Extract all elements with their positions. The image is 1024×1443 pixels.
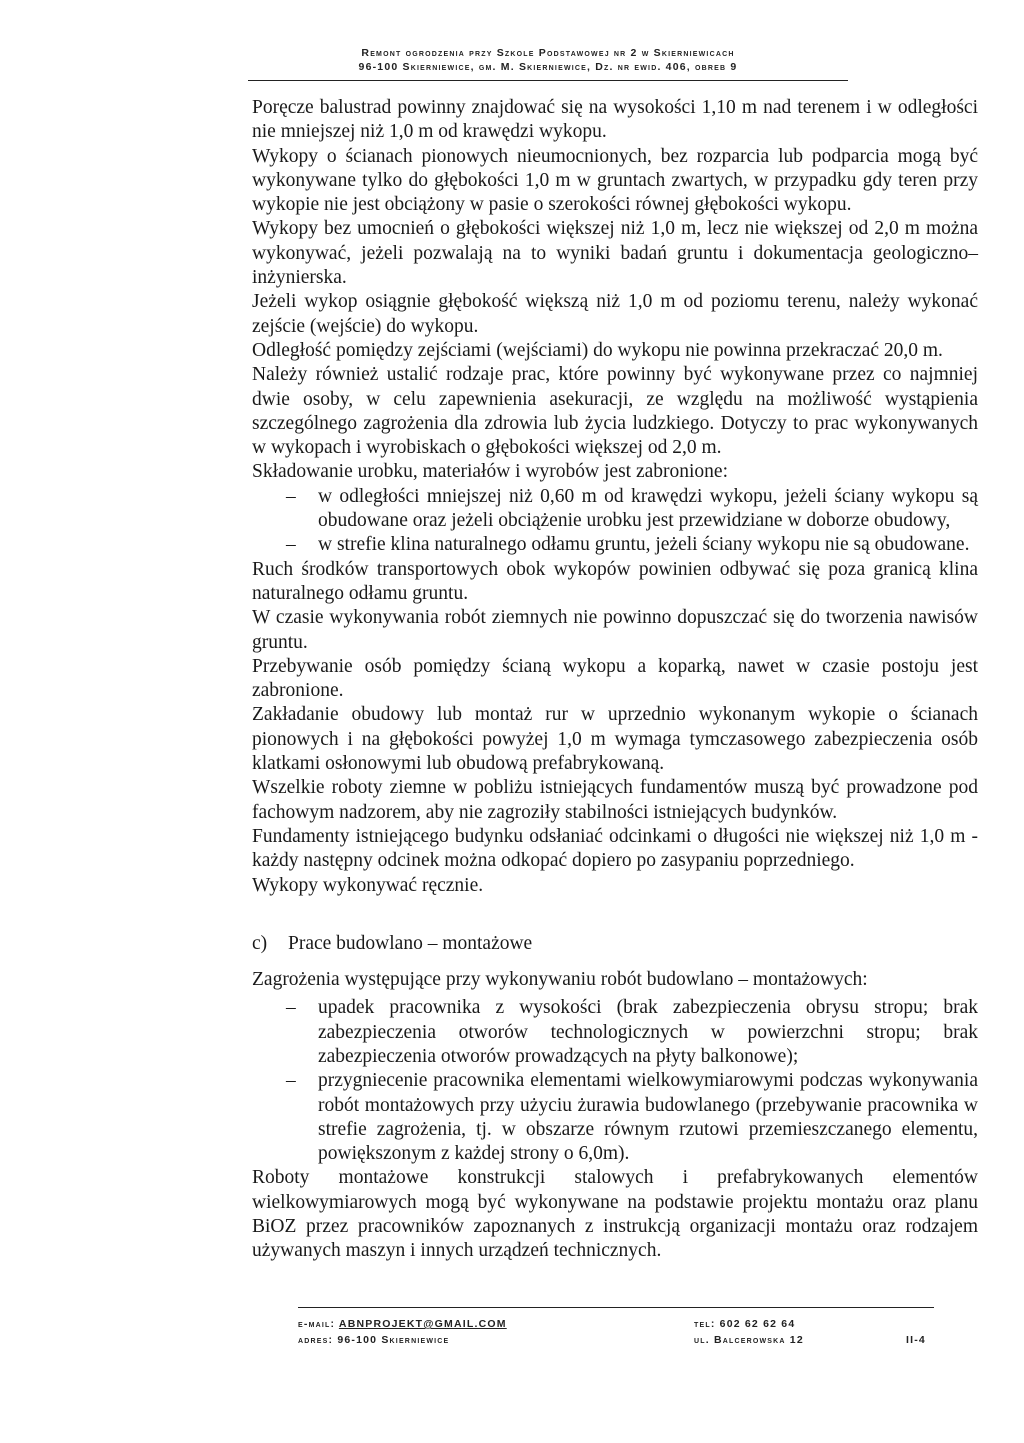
paragraph: Zakładanie obudowy lub montaż rur w uprzednio wykonanym wykopie o ścianach pionowych i na głębokości powyżej 1,0 m wymaga tymczasowego zabezpieczenia osób klatkami osłonowymi lub obudową prefabrykowaną. — [252, 704, 978, 775]
dash-bullet: – — [286, 534, 296, 556]
paragraph: Roboty montażowe konstrukcji stalowych i prefabrykowanych elementów wielkowymiarowych mogą być wykonywane na podstawie projektu montażu oraz planu BiOZ przez pracowników zapoznanych z instrukcją organizacji montażu oraz rodzajem używanych maszyn i innych urządzeń technicznych. — [252, 1167, 978, 1262]
footer-page — [906, 1316, 926, 1348]
tel-number: 602 62 62 64 — [719, 1318, 796, 1330]
paragraph: Fundamenty istniejącego budynku odsłaniać odcinkami o długości nie większej niż 1,0 m - każdy następny odcinek można odkopać dopiero po zasypaniu poprzedniego. — [252, 825, 978, 872]
paragraph: Wykopy o ścianach pionowych nieumocnionych, bez rozparcia lub podparcia mogą być wykonywane tylko do głębokości 1,0 m w gruntach zwartych, w przypadku gdy teren przy wykopie nie jest obciążony w pasie o szerokości równej głębokości wykopu. — [252, 145, 978, 216]
header-line-2: 96-100 Skierniewice, gm. M. Skierniewice, Dz. nr ewid. 406, obreb 9 — [358, 61, 738, 73]
list-item — [252, 533, 978, 557]
document-header — [248, 46, 848, 74]
paragraph: Wykopy bez umocnień o głębokości większej niż 1,0 m, lecz nie większej od 2,0 m można wykonywać, jeżeli pozwalają na to wyniki badań gruntu i dokumentacja geologiczno–inżynierska. — [252, 218, 978, 289]
email-label: e-mail: — [298, 1318, 336, 1330]
dash-bullet: – — [286, 485, 296, 507]
email-link[interactable]: ABNPROJEKT@GMAIL.COM — [338, 1318, 507, 1330]
dash-bullet: – — [286, 997, 296, 1019]
paragraph: Należy również ustalić rodzaje prac, które powinny być wykonywane przez co najmniej dwie osoby, w celu zapewnienia asekuracji, ze względu na możliwość wystąpienia szczególnego zagrożenia dla zdrowia lub życia ludzkiego. Dotyczy to prac wykonywanych w wykopach i wyrobiskach o głębokości większej od 2,0 m. — [252, 364, 978, 459]
document-body — [252, 96, 978, 1264]
list-item-text: przygniecenie pracownika elementami wielkowymiarowymi podczas wykonywania robót montażowych przy użyciu żurawia budowlanego (przebywanie pracownika w strefie zagrożenia, tj. w obszarze równym rzutowi przemieszczanego elementu, powiększonym z każdej strony o 6,0m). — [318, 1070, 978, 1165]
list-item — [252, 996, 978, 1069]
hazards-list — [252, 996, 978, 1166]
paragraph: Ruch środków transportowych obok wykopów powinien odbywać się poza granicą klina naturalnego odłamu gruntu. — [252, 558, 978, 604]
page-number: II-4 — [906, 1334, 926, 1346]
footer-divider — [298, 1307, 934, 1308]
paragraph: Wykopy wykonywać ręcznie. — [252, 874, 484, 896]
footer-phone — [694, 1316, 804, 1348]
list-item-text: w odległości mniejszej niż 0,60 m od krawędzi wykopu, jeżeli ściany wykopu są obudowane oraz jeżeli obciążenie urobku jest przewidziane w doborze obudowy, — [318, 485, 978, 532]
address-text: 96-100 Skierniewice — [337, 1334, 450, 1346]
paragraph: Składowanie urobku, materiałów i wyrobów jest zabronione: — [252, 461, 729, 483]
list-item — [252, 485, 978, 534]
paragraph: W czasie wykonywania robót ziemnych nie powinno dopuszczać się do tworzenia nawisów gruntu. — [252, 607, 978, 653]
paragraph: Odległość pomiędzy zejściami (wejściami) do wykopu nie powinna przekraczać 20,0 m. — [252, 339, 943, 361]
list-item — [252, 1069, 978, 1166]
list-item-text: w strefie klina naturalnego odłamu gruntu, jeżeli ściany wykopu nie są obudowane. — [318, 534, 970, 556]
storage-restrictions-list — [252, 485, 978, 558]
list-item-text: upadek pracownika z wysokości (brak zabezpieczenia obrysu stropu; brak zabezpieczenia otworów technologicznych w powierzchni stropu; brak zabezpieczenia otworów prowadzących na płyty balkonowe); — [318, 997, 978, 1067]
section-number: c) — [252, 932, 268, 954]
header-divider — [248, 80, 848, 81]
paragraph: Wszelkie roboty ziemne w pobliżu istniejących fundamentów muszą być prowadzone pod fachowym nadzorem, aby nie zagroziły stabilności istniejących budynków. — [252, 777, 978, 823]
street-address: ul. Balcerowska 12 — [694, 1334, 804, 1346]
section-heading — [252, 932, 978, 956]
tel-label: tel: — [694, 1318, 716, 1330]
section-title: Prace budowlano – montażowe — [288, 932, 533, 954]
address-label: adres: — [298, 1334, 334, 1346]
header-line-1: Remont ogrodzenia przy Szkole Podstawowej nr 2 w Skierniewicach — [361, 47, 735, 59]
dash-bullet: – — [286, 1070, 296, 1092]
paragraph: Zagrożenia występujące przy wykonywaniu robót budowlano – montażowych: — [252, 969, 868, 991]
paragraph: Jeżeli wykop osiągnie głębokość większą niż 1,0 m od poziomu terenu, należy wykonać zejście (wejście) do wykopu. — [252, 291, 978, 337]
paragraph: Przebywanie osób pomiędzy ścianą wykopu a koparką, nawet w czasie postoju jest zabronione. — [252, 655, 978, 702]
paragraph: Poręcze balustrad powinny znajdować się na wysokości 1,10 m nad terenem i w odległości nie mniejszej niż 1,0 m od krawędzi wykopu. — [252, 97, 978, 143]
footer-contact — [298, 1316, 507, 1348]
